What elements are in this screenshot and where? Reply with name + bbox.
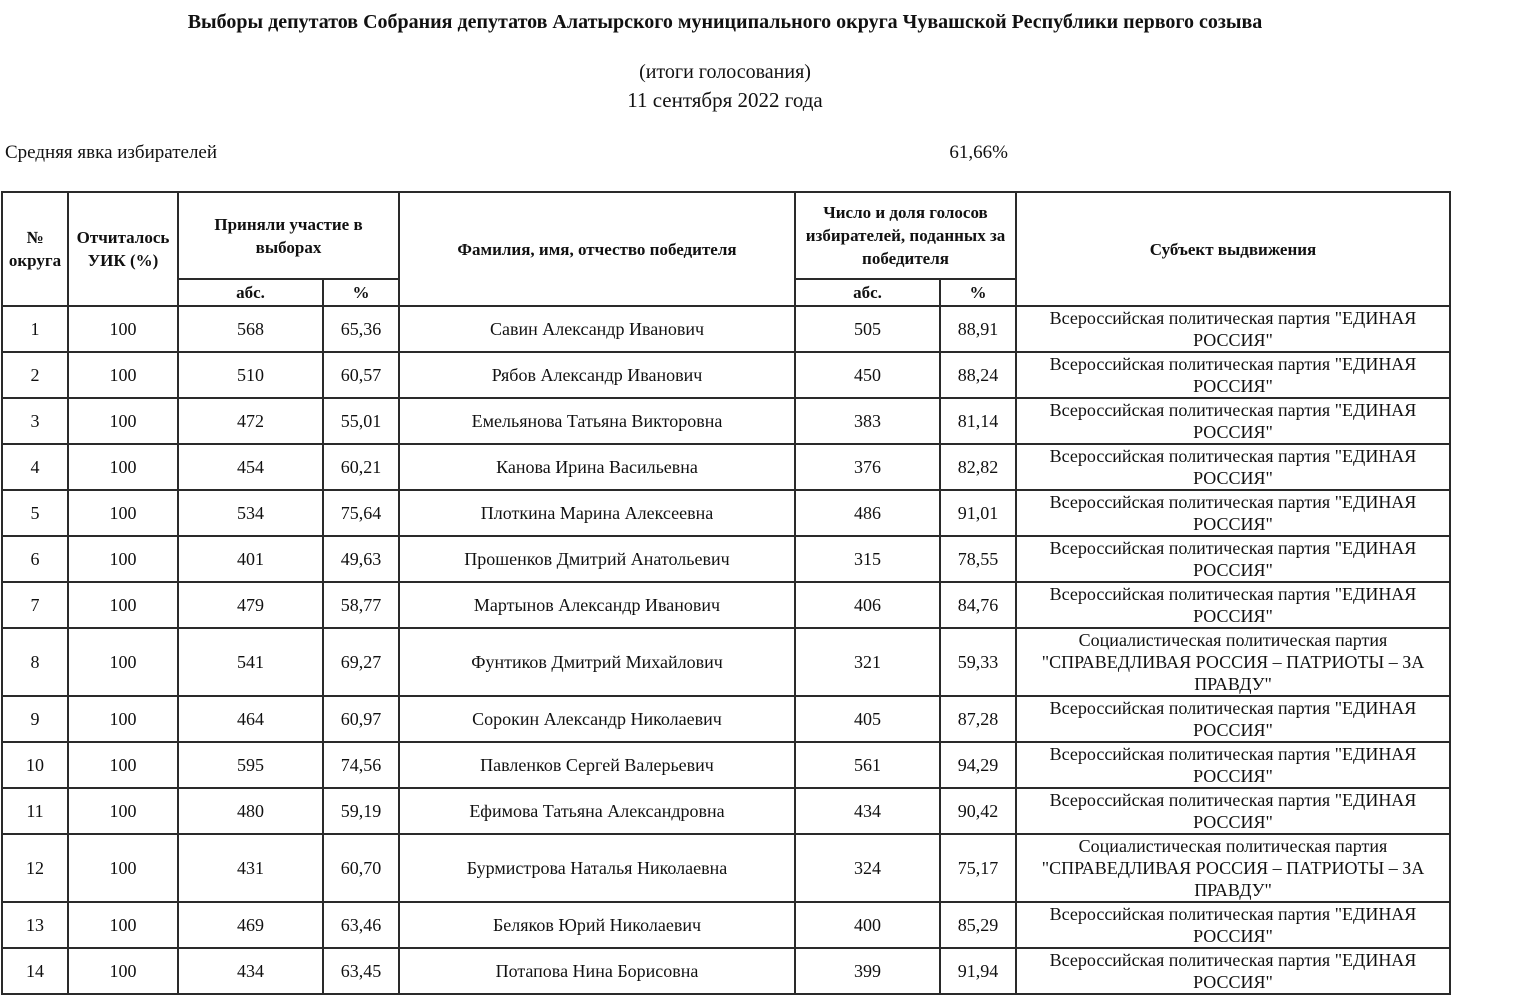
header-participated: Приняли участие в выборах (178, 192, 399, 279)
district-number: 14 (2, 948, 68, 994)
participated-pct: 60,21 (323, 444, 399, 490)
votes-pct: 75,17 (940, 834, 1016, 902)
nominating-party (1016, 490, 1450, 536)
votes-abs: 315 (795, 536, 940, 582)
party-line: Всероссийская политическая партия "ЕДИНАЯ (1049, 584, 1417, 604)
votes-pct: 90,42 (940, 788, 1016, 834)
party-line: РОССИЯ" (1193, 606, 1273, 626)
participated-abs: 464 (178, 696, 323, 742)
votes-abs: 486 (795, 490, 940, 536)
table-row (2, 696, 1450, 742)
participated-abs: 469 (178, 902, 323, 948)
participated-abs: 431 (178, 834, 323, 902)
district-number: 7 (2, 582, 68, 628)
votes-abs: 399 (795, 948, 940, 994)
nominating-party (1016, 696, 1450, 742)
header-participated-pct: % (323, 279, 399, 306)
party-line: РОССИЯ" (1193, 720, 1273, 740)
party-line: Всероссийская политическая партия "ЕДИНАЯ (1049, 744, 1417, 764)
uik-reported: 100 (68, 582, 178, 628)
votes-abs: 561 (795, 742, 940, 788)
participated-abs: 534 (178, 490, 323, 536)
votes-pct: 82,82 (940, 444, 1016, 490)
uik-reported: 100 (68, 398, 178, 444)
district-number: 4 (2, 444, 68, 490)
district-number: 9 (2, 696, 68, 742)
district-number: 3 (2, 398, 68, 444)
participated-abs: 454 (178, 444, 323, 490)
winner-name: Потапова Нина Борисовна (399, 948, 795, 994)
votes-pct: 81,14 (940, 398, 1016, 444)
uik-reported: 100 (68, 788, 178, 834)
party-line: Социалистическая политическая партия (1078, 836, 1388, 856)
party-line: Всероссийская политическая партия "ЕДИНАЯ (1049, 308, 1417, 328)
uik-reported: 100 (68, 536, 178, 582)
header-votes-abs: абс. (795, 279, 940, 306)
table-row (2, 306, 1450, 352)
votes-pct: 78,55 (940, 536, 1016, 582)
votes-pct: 84,76 (940, 582, 1016, 628)
party-line: "СПРАВЕДЛИВАЯ РОССИЯ – ПАТРИОТЫ – ЗА (1041, 858, 1425, 878)
votes-abs: 383 (795, 398, 940, 444)
party-line: Всероссийская политическая партия "ЕДИНАЯ (1049, 492, 1417, 512)
election-date: 11 сентября 2022 года (627, 88, 823, 112)
votes-abs: 450 (795, 352, 940, 398)
party-line: Всероссийская политическая партия "ЕДИНАЯ (1049, 538, 1417, 558)
participated-abs: 479 (178, 582, 323, 628)
nominating-party (1016, 788, 1450, 834)
uik-reported: 100 (68, 306, 178, 352)
winner-name: Бурмистрова Наталья Николаевна (399, 834, 795, 902)
table-row (2, 788, 1450, 834)
party-line: РОССИЯ" (1193, 926, 1273, 946)
header-party: Субъект выдвижения (1016, 192, 1450, 306)
document-title: Выборы депутатов Собрания депутатов Алатырского муниципального округа Чувашской Республики первого созыва (187, 11, 1263, 33)
district-number: 1 (2, 306, 68, 352)
participated-pct: 59,19 (323, 788, 399, 834)
votes-pct: 87,28 (940, 696, 1016, 742)
votes-pct: 85,29 (940, 902, 1016, 948)
table-row (2, 628, 1450, 696)
party-line: РОССИЯ" (1193, 330, 1273, 350)
votes-abs: 400 (795, 902, 940, 948)
table-row (2, 490, 1450, 536)
table-row (2, 834, 1450, 902)
table-row (2, 742, 1450, 788)
nominating-party (1016, 536, 1450, 582)
header-winner: Фамилия, имя, отчество победителя (399, 192, 795, 306)
participated-abs: 541 (178, 628, 323, 696)
uik-reported: 100 (68, 696, 178, 742)
uik-reported: 100 (68, 742, 178, 788)
winner-name: Павленков Сергей Валерьевич (399, 742, 795, 788)
party-line: РОССИЯ" (1193, 812, 1273, 832)
table-row (2, 444, 1450, 490)
district-number: 5 (2, 490, 68, 536)
nominating-party (1016, 628, 1450, 696)
uik-reported: 100 (68, 490, 178, 536)
party-line: Всероссийская политическая партия "ЕДИНАЯ (1049, 904, 1417, 924)
nominating-party (1016, 444, 1450, 490)
participated-abs: 595 (178, 742, 323, 788)
votes-pct: 88,91 (940, 306, 1016, 352)
party-line: Всероссийская политическая партия "ЕДИНАЯ (1049, 354, 1417, 374)
uik-reported: 100 (68, 628, 178, 696)
district-number: 11 (2, 788, 68, 834)
winner-name: Беляков Юрий Николаевич (399, 902, 795, 948)
header-counted: Отчиталось УИК (%) (68, 192, 178, 306)
district-number: 12 (2, 834, 68, 902)
uik-reported: 100 (68, 352, 178, 398)
votes-abs: 434 (795, 788, 940, 834)
party-line: ПРАВДУ" (1194, 674, 1272, 694)
votes-abs: 376 (795, 444, 940, 490)
participated-pct: 58,77 (323, 582, 399, 628)
winner-name: Ефимова Татьяна Александровна (399, 788, 795, 834)
party-line: Всероссийская политическая партия "ЕДИНАЯ (1049, 950, 1417, 970)
winner-name: Плоткина Марина Алексеевна (399, 490, 795, 536)
winner-name: Рябов Александр Иванович (399, 352, 795, 398)
table-row (2, 582, 1450, 628)
participated-abs: 568 (178, 306, 323, 352)
votes-abs: 324 (795, 834, 940, 902)
party-line: Социалистическая политическая партия (1078, 630, 1388, 650)
winner-name: Прошенков Дмитрий Анатольевич (399, 536, 795, 582)
table-row (2, 902, 1450, 948)
votes-pct: 94,29 (940, 742, 1016, 788)
party-line: Всероссийская политическая партия "ЕДИНАЯ (1049, 698, 1417, 718)
header-votes: Число и доля голосов избирателей, поданных за победителя (795, 192, 1016, 279)
winner-name: Савин Александр Иванович (399, 306, 795, 352)
participated-abs: 510 (178, 352, 323, 398)
participated-pct: 49,63 (323, 536, 399, 582)
district-number: 6 (2, 536, 68, 582)
party-line: РОССИЯ" (1193, 468, 1273, 488)
header-votes-pct: % (940, 279, 1016, 306)
district-number: 2 (2, 352, 68, 398)
party-line: РОССИЯ" (1193, 514, 1273, 534)
turnout-value: 61,66% (949, 142, 1008, 163)
party-line: Всероссийская политическая партия "ЕДИНАЯ (1049, 400, 1417, 420)
participated-abs: 434 (178, 948, 323, 994)
nominating-party (1016, 582, 1450, 628)
party-line: "СПРАВЕДЛИВАЯ РОССИЯ – ПАТРИОТЫ – ЗА (1041, 652, 1425, 672)
participated-pct: 75,64 (323, 490, 399, 536)
party-line: РОССИЯ" (1193, 560, 1273, 580)
votes-abs: 406 (795, 582, 940, 628)
party-line: РОССИЯ" (1193, 972, 1273, 992)
participated-pct: 55,01 (323, 398, 399, 444)
uik-reported: 100 (68, 948, 178, 994)
votes-abs: 321 (795, 628, 940, 696)
district-number: 13 (2, 902, 68, 948)
participated-abs: 480 (178, 788, 323, 834)
participated-pct: 60,70 (323, 834, 399, 902)
table-row (2, 536, 1450, 582)
party-line: Всероссийская политическая партия "ЕДИНАЯ (1049, 790, 1417, 810)
winner-name: Сорокин Александр Николаевич (399, 696, 795, 742)
participated-pct: 63,46 (323, 902, 399, 948)
party-line: РОССИЯ" (1193, 376, 1273, 396)
table-row (2, 948, 1450, 994)
table-row (2, 398, 1450, 444)
party-line: Всероссийская политическая партия "ЕДИНАЯ (1049, 446, 1417, 466)
party-line: РОССИЯ" (1193, 422, 1273, 442)
nominating-party (1016, 398, 1450, 444)
winner-name: Канова Ирина Васильевна (399, 444, 795, 490)
district-number: 10 (2, 742, 68, 788)
district-number: 8 (2, 628, 68, 696)
uik-reported: 100 (68, 902, 178, 948)
votes-pct: 91,94 (940, 948, 1016, 994)
winner-name: Фунтиков Дмитрий Михайлович (399, 628, 795, 696)
participated-abs: 401 (178, 536, 323, 582)
votes-abs: 505 (795, 306, 940, 352)
winner-name: Емельянова Татьяна Викторовна (399, 398, 795, 444)
header-district: № округа (2, 192, 68, 306)
votes-pct: 91,01 (940, 490, 1016, 536)
participated-pct: 69,27 (323, 628, 399, 696)
uik-reported: 100 (68, 834, 178, 902)
nominating-party (1016, 742, 1450, 788)
nominating-party (1016, 902, 1450, 948)
participated-pct: 60,97 (323, 696, 399, 742)
participated-pct: 60,57 (323, 352, 399, 398)
uik-reported: 100 (68, 444, 178, 490)
participated-pct: 63,45 (323, 948, 399, 994)
header-participated-abs: абс. (178, 279, 323, 306)
participated-abs: 472 (178, 398, 323, 444)
participated-pct: 65,36 (323, 306, 399, 352)
results-table (1, 191, 1451, 995)
document-subtitle: (итоги голосования) (639, 61, 811, 83)
turnout-label: Средняя явка избирателей (5, 142, 218, 163)
participated-pct: 74,56 (323, 742, 399, 788)
votes-pct: 88,24 (940, 352, 1016, 398)
table-row (2, 352, 1450, 398)
winner-name: Мартынов Александр Иванович (399, 582, 795, 628)
party-line: РОССИЯ" (1193, 766, 1273, 786)
nominating-party (1016, 306, 1450, 352)
votes-pct: 59,33 (940, 628, 1016, 696)
party-line: ПРАВДУ" (1194, 880, 1272, 900)
nominating-party (1016, 948, 1450, 994)
nominating-party (1016, 834, 1450, 902)
nominating-party (1016, 352, 1450, 398)
votes-abs: 405 (795, 696, 940, 742)
